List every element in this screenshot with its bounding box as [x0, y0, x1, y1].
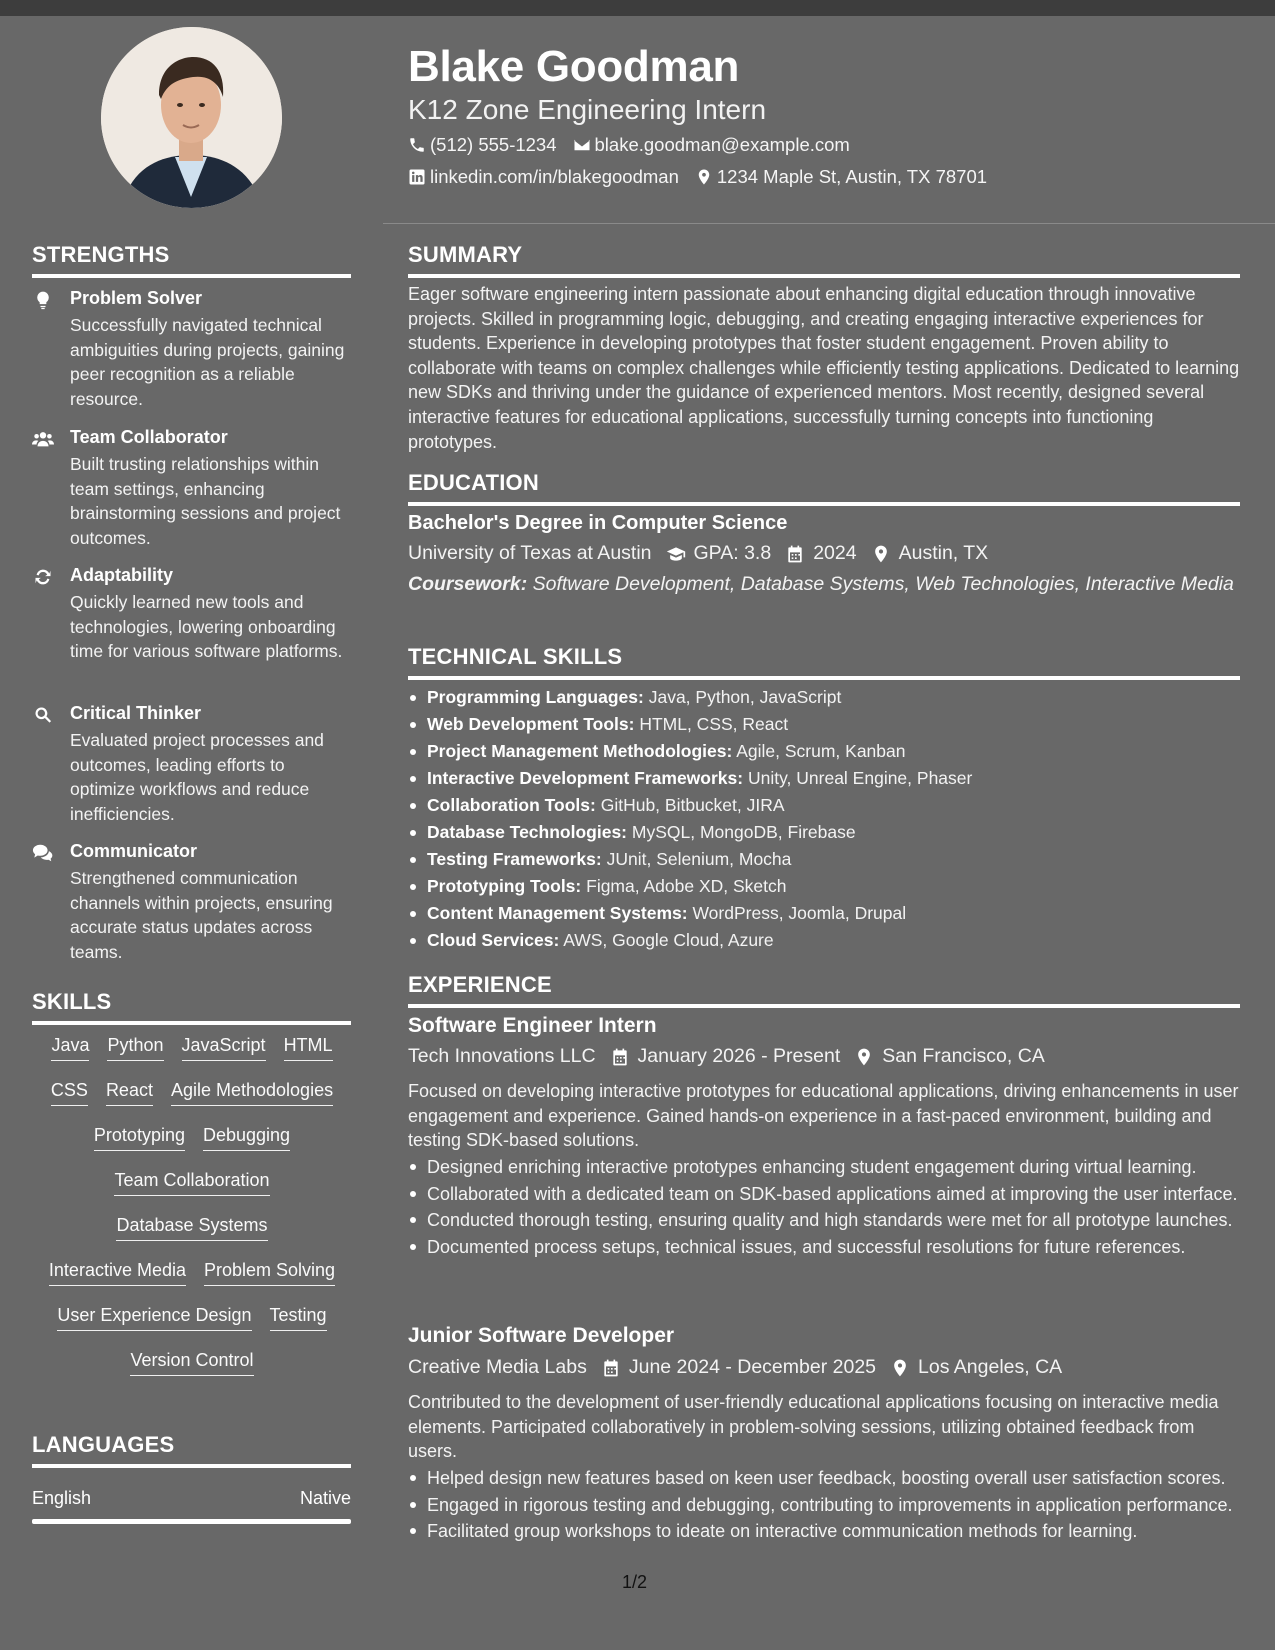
coursework-label: Coursework: — [408, 573, 528, 595]
page-number: 1/2 — [622, 1572, 648, 1592]
summary-text: Eager software engineering intern passionate about enhancing digital education through innovative projects. Skilled in programming logic, debugging, and creating engaging interactive experiences for students. Experience in developing prototypes that foster student engagement. Proven ability to collaborate with teams on complex challenges while efficiently testing applications. Dedicated to learning new SDKs and thriving under the guidance of experienced mentors. Most recently, designed several interactive features for educational applications, successfully turning concepts into functioning prototypes. — [408, 284, 1240, 452]
language-row — [32, 1488, 351, 1509]
strength-desc: Built trusting relationships within team settings, enhancing brainstorming sessions and project outcomes. — [70, 454, 341, 548]
job-location-item — [890, 1356, 1062, 1379]
skills-row — [32, 1170, 352, 1215]
skills-row — [32, 1215, 352, 1260]
skill-values: JUnit, Selenium, Mocha — [606, 849, 792, 869]
skill-tag: HTML — [284, 1035, 333, 1061]
list-item — [408, 714, 1238, 741]
skill-tag: React — [106, 1080, 153, 1106]
education-location-item — [871, 542, 989, 565]
list-item: Helped design new features based on keen user feedback, boosting overall user satisfaction scores. — [408, 1466, 1240, 1491]
phone-item[interactable] — [408, 134, 557, 156]
skill-values: WordPress, Joomla, Drupal — [692, 903, 907, 923]
skill-category: Collaboration Tools: — [427, 795, 596, 815]
job-dates-item — [610, 1045, 841, 1068]
skill-category: Testing Frameworks: — [427, 849, 602, 869]
linkedin-text: linkedin.com/in/blakegoodman — [430, 166, 679, 187]
education-location: Austin, TX — [898, 542, 989, 564]
education-year-item — [785, 542, 856, 565]
job-dates: June 2024 - December 2025 — [628, 1356, 877, 1378]
calendar-icon — [610, 1047, 630, 1067]
skill-values: GitHub, Bitbucket, JIRA — [600, 795, 785, 815]
strength-desc: Strengthened communication channels within projects, ensuring accurate status updates across teams. — [70, 868, 333, 962]
list-item: Designed enriching interactive prototypes enhancing student engagement during virtual learning. — [408, 1155, 1240, 1180]
skill-tag: CSS — [51, 1080, 88, 1106]
skill-category: Interactive Development Frameworks: — [427, 768, 744, 788]
skill-tag: Java — [51, 1035, 89, 1061]
education-year: 2024 — [813, 542, 857, 564]
skill-category: Database Technologies: — [427, 822, 628, 842]
job-meta — [408, 1356, 1076, 1379]
strength-title: Problem Solver — [70, 288, 203, 308]
technical-skills-heading: TECHNICAL SKILLS — [408, 644, 1240, 680]
education-gpa: GPA: 3.8 — [693, 542, 772, 564]
header-divider — [383, 223, 1275, 224]
skill-tag: Prototyping — [94, 1125, 185, 1151]
graduation-cap-icon — [666, 544, 686, 564]
map-pin-icon — [890, 1358, 910, 1378]
skills-row — [32, 1260, 352, 1305]
calendar-icon — [601, 1358, 621, 1378]
map-pin-icon — [871, 544, 891, 564]
list-item: Engaged in rigorous testing and debugging, contributing to improvements in application performance. — [408, 1493, 1240, 1518]
job-meta — [408, 1045, 1059, 1068]
skills-heading: SKILLS — [32, 989, 351, 1025]
job-location: San Francisco, CA — [882, 1045, 1045, 1067]
language-name: English — [32, 1488, 92, 1508]
email-item[interactable] — [573, 134, 850, 156]
skill-category: Project Management Methodologies: — [427, 741, 733, 761]
skills-row — [32, 1125, 352, 1170]
candidate-name: Blake Goodman — [408, 42, 740, 91]
skill-tag: Problem Solving — [204, 1260, 335, 1286]
list-item: Collaborated with a dedicated team on SDK-based applications aimed at improving the user interface. — [408, 1182, 1240, 1207]
lightbulb-icon — [32, 290, 56, 312]
skill-tag: Python — [107, 1035, 163, 1061]
skill-tag: Testing — [270, 1305, 327, 1331]
job-company: Creative Media Labs — [408, 1356, 587, 1378]
skill-tag: Team Collaboration — [114, 1170, 269, 1196]
list-item — [408, 795, 1238, 822]
strength-title: Communicator — [70, 841, 198, 861]
job-location: Los Angeles, CA — [918, 1356, 1063, 1378]
job-location-item — [854, 1045, 1045, 1068]
skill-category: Prototyping Tools: — [427, 876, 582, 896]
skill-tag: Database Systems — [116, 1215, 267, 1241]
experience-heading: EXPERIENCE — [408, 972, 1240, 1008]
education-gpa-item — [666, 542, 772, 565]
phone-icon — [408, 136, 426, 154]
skill-values: Figma, Adobe XD, Sketch — [586, 876, 787, 896]
education-school: University of Texas at Austin — [408, 542, 652, 564]
skills-row — [32, 1035, 352, 1080]
map-pin-icon — [854, 1047, 874, 1067]
contact-row-2 — [408, 166, 1003, 188]
list-item — [408, 822, 1238, 849]
language-proficiency-bar — [32, 1519, 351, 1524]
list-item — [408, 849, 1238, 876]
coursework-text: Software Development, Database Systems, Web Technologies, Interactive Media — [532, 573, 1234, 595]
skills-row — [32, 1080, 352, 1125]
job-dates-item — [601, 1356, 876, 1379]
envelope-icon — [573, 136, 591, 154]
search-icon — [32, 705, 56, 727]
list-item — [408, 741, 1238, 768]
education-heading: EDUCATION — [408, 470, 1240, 506]
skill-tag: Debugging — [203, 1125, 290, 1151]
language-level: Native — [299, 1488, 351, 1508]
skill-values: HTML, CSS, React — [639, 714, 789, 734]
job-bullets — [408, 1155, 1240, 1261]
address-item — [695, 166, 987, 188]
skill-values: Java, Python, JavaScript — [648, 687, 842, 707]
comments-icon — [32, 843, 56, 865]
education-meta — [408, 542, 1002, 565]
job-bullets — [408, 1466, 1240, 1546]
skill-tag: JavaScript — [182, 1035, 266, 1061]
strengths-heading: STRENGTHS — [32, 242, 351, 278]
skill-tag: Agile Methodologies — [171, 1080, 333, 1106]
languages-heading: LANGUAGES — [32, 1432, 351, 1468]
list-item — [408, 876, 1238, 903]
skill-tag: Interactive Media — [49, 1260, 186, 1286]
job-dates: January 2026 - Present — [637, 1045, 841, 1067]
phone-text: (512) 555-1234 — [430, 134, 557, 155]
address-text: 1234 Maple St, Austin, TX 78701 — [716, 166, 988, 187]
job-description: Focused on developing interactive prototypes for educational applications, driving enhancements in user engagement and experience. Gained hands-on experience in a fast-paced environment, building and testing SDK-based solutions. — [408, 1081, 1239, 1150]
education-degree: Bachelor's Degree in Computer Science — [408, 512, 788, 534]
list-item — [408, 687, 1238, 714]
skill-category: Web Development Tools: — [427, 714, 635, 734]
contact-row-1 — [408, 134, 866, 156]
skills-row — [32, 1350, 352, 1395]
education-coursework — [408, 572, 1238, 597]
skills-row — [32, 1305, 352, 1350]
skill-values: AWS, Google Cloud, Azure — [563, 930, 774, 950]
list-item — [408, 768, 1238, 795]
skill-values: Agile, Scrum, Kanban — [736, 741, 906, 761]
top-bar — [0, 0, 1275, 16]
skill-category: Cloud Services: — [427, 930, 560, 950]
job-company: Tech Innovations LLC — [408, 1045, 596, 1067]
profile-photo — [101, 27, 282, 208]
refresh-icon — [32, 567, 56, 589]
job-title: Software Engineer Intern — [408, 1014, 657, 1037]
email-text: blake.goodman@example.com — [594, 134, 850, 155]
strength-desc: Quickly learned new tools and technologies, lowering onboarding time for various software platforms. — [70, 592, 343, 661]
job-description: Contributed to the development of user-friendly educational applications focusing on interactive media elements. Participated collaboratively in problem-solving sessions, utilizing obtained feedback from users. — [408, 1392, 1219, 1461]
skill-values: MySQL, MongoDB, Firebase — [631, 822, 856, 842]
summary-heading: SUMMARY — [408, 242, 1240, 278]
skill-tag: User Experience Design — [57, 1305, 251, 1331]
list-item: Facilitated group workshops to ideate on interactive communication methods for learning. — [408, 1519, 1240, 1544]
strength-desc: Successfully navigated technical ambiguities during projects, gaining peer recognition as a reliable resource. — [70, 315, 345, 409]
linkedin-item[interactable] — [408, 166, 679, 188]
list-item: Documented process setups, technical issues, and successful resolutions for future references. — [408, 1235, 1240, 1260]
strength-title: Critical Thinker — [70, 703, 202, 723]
strength-title: Team Collaborator — [70, 427, 228, 447]
skill-values: Unity, Unreal Engine, Phaser — [747, 768, 973, 788]
skill-tag: Version Control — [130, 1350, 253, 1376]
list-item — [408, 930, 1238, 957]
technical-skills-list — [408, 687, 1238, 957]
linkedin-icon — [408, 168, 426, 186]
skills-tag-cloud — [32, 1035, 352, 1395]
strength-desc: Evaluated project processes and outcomes, leading efforts to optimize workflows and reduce inefficiencies. — [70, 730, 324, 824]
users-icon — [32, 429, 56, 451]
skill-category: Programming Languages: — [427, 687, 644, 707]
skill-category: Content Management Systems: — [427, 903, 688, 923]
calendar-icon — [785, 544, 805, 564]
candidate-role: K12 Zone Engineering Intern — [408, 94, 767, 125]
strength-title: Adaptability — [70, 565, 174, 585]
map-pin-icon — [695, 168, 713, 186]
list-item — [408, 903, 1238, 930]
job-title: Junior Software Developer — [408, 1324, 675, 1347]
list-item: Conducted thorough testing, ensuring quality and high standards were met for all prototype launches. — [408, 1208, 1240, 1233]
